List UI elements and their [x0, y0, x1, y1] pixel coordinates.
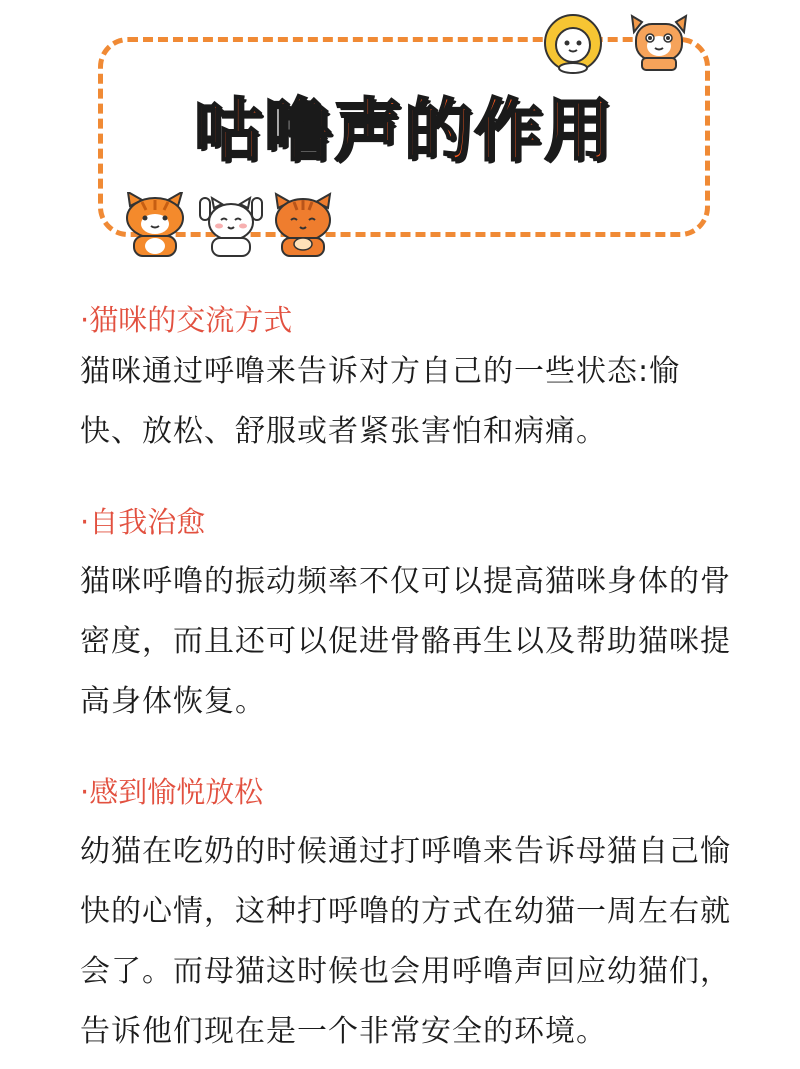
- section-body-communication: 猫咪通过呼噜来告诉对方自己的一些状态:愉快、放松、舒服或者紧张害怕和病痛。: [80, 354, 681, 449]
- section-heading-communication: ·猫咪的交流方式: [80, 303, 293, 337]
- lion-cat-icon: [538, 12, 608, 74]
- section-body-self-healing: 猫咪呼噜的振动频率不仅可以提高猫咪身体的骨密度，而且还可以促进骨骼再生以及帮助猫咪提高身体恢复。: [80, 564, 731, 719]
- section-heading-relaxation: ·感到愉悦放松: [80, 775, 264, 809]
- orange-cat-icon: [120, 192, 190, 258]
- tabby-cat-icon: [270, 192, 336, 258]
- content-area: [80, 290, 740, 1062]
- waving-cat-icon: [628, 14, 690, 72]
- section-body-relaxation: 幼猫在吃奶的时候通过打呼噜来告诉母猫自己愉快的心情，这种打呼噜的方式在幼猫一周左右就会了。而母猫这时候也会用呼噜声回应幼猫们，告诉他们现在是一个非常安全的环境。: [80, 834, 731, 1049]
- page-title: 咕噜声的作用: [193, 92, 614, 171]
- white-cat-icon: [198, 194, 264, 258]
- section-heading-self-healing: ·自我治愈: [80, 505, 206, 539]
